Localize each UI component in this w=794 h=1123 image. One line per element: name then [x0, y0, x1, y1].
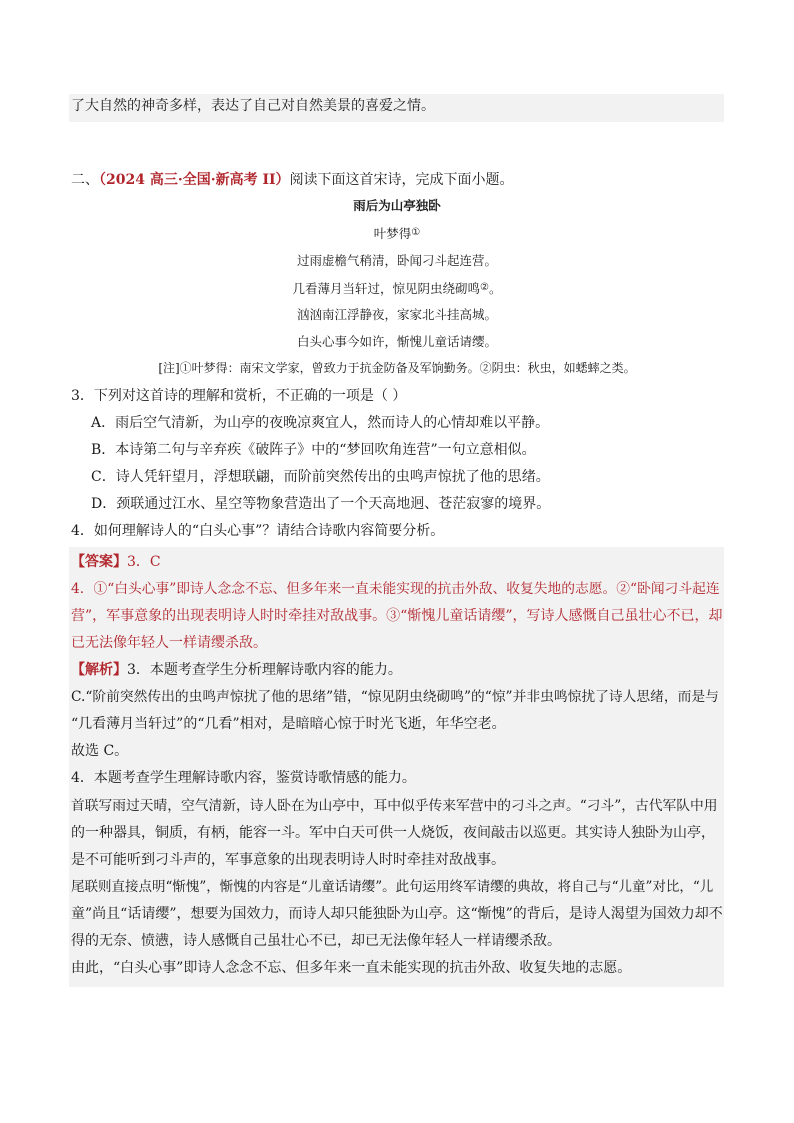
analysis-line: 首联写雨过天晴，空气清新，诗人卧在为山亭中，耳中似乎传来军营中的刁斗之声。“刁斗”，古代军队中用 [71, 798, 718, 814]
poem-author [0, 225, 794, 242]
poem-author-name: 叶梦得 [373, 226, 412, 241]
answer-label: 【答案】 [71, 554, 127, 570]
poem-author-mark: ① [411, 227, 421, 238]
analysis-label: 【解析】 [71, 662, 127, 678]
answer-line: 营”，军事意象的出现表明诗人时时牵挂对敌战事。③“惭愧儿童话请缨”，写诗人感慨自己虽壮心不已，却 [71, 608, 723, 624]
analysis-line: “几看薄月当轩过”的“几看”相对，是暗暗心惊于时光飞逝，年华空老。 [71, 716, 506, 732]
question-heading [71, 170, 514, 190]
analysis-line: 尾联则直接点明“惭愧”，惭愧的内容是“儿童话请缨”。此句运用终军请缨的典故，将自己与“儿童”对比，“儿 [71, 879, 714, 895]
poem-line: 过雨虚檐气稍清，卧闻刁斗起连营。 [296, 253, 497, 268]
option-a: A．雨后空气清新，为山亭的夜晚凉爽宜人，然而诗人的心情却难以平静。 [91, 415, 550, 431]
poem-line-mark: ② [480, 282, 489, 293]
poem-line: 汹汹南江浮静夜，家家北斗挂高城。 [296, 307, 497, 322]
analysis-line: 4．本题考查学生理解诗歌内容，鉴赏诗歌情感的能力。 [71, 770, 416, 786]
question-instruction: 阅读下面这首宋诗，完成下面小题。 [289, 172, 514, 188]
analysis-line: 童”尚且“话请缨”，想要为国效力，而诗人却只能独卧为山亭。这“惭愧”的背后，是诗人渴望为国效力却不 [71, 906, 723, 922]
question-source: （2024 高三·全国·新高考 II） [99, 172, 290, 188]
question-3-stem: 3．下列对这首诗的理解和赏析，不正确的一项是（ ） [71, 388, 407, 404]
analysis-line: 的一种器具，铜质，有柄，能容一斗。军中白天可供一人烧饭，夜间敲击以巡更。其实诗人独卧为山亭， [71, 825, 715, 841]
analysis-label-line [71, 660, 402, 680]
analysis-line: 得的无奈、愤懑，诗人感慨自己虽壮心不已，却已无法像年轻人一样请缨杀敌。 [71, 933, 561, 949]
poem-line-text: 几看薄月当轩过，惊见阴虫绕砌鸣 [292, 281, 481, 296]
analysis-line: 由此，“白头心事”即诗人念念不忘、但多年来一直未能实现的抗击外敌、收复失地的志愿。 [71, 960, 632, 976]
poem-line: 白头心事今如许，惭愧儿童话请缨。 [296, 334, 497, 349]
answer-line: 已无法像年轻人一样请缨杀敌。 [71, 635, 267, 651]
previous-answer-tail: 了大自然的神奇多样，表达了自己对自然美景的喜爱之情。 [71, 98, 435, 114]
question-number: 二、 [71, 172, 99, 188]
analysis-first: 3．本题考查学生分析理解诗歌内容的能力。 [127, 662, 402, 678]
poem-line-end: 。 [488, 281, 502, 296]
poem-note: [注]①叶梦得：南宋文学家，曾致力于抗金防备及军饷勤务。②阴虫：秋虫，如蟋蟀之类。 [158, 361, 636, 375]
option-b: B．本诗第二句与辛弃疾《破阵子》中的“梦回吹角连营”一句立意相似。 [91, 442, 536, 458]
answer-label-line [71, 552, 161, 572]
option-c: C．诗人凭轩望月，浮想联翩，而阶前突然传出的虫鸣声惊扰了他的思绪。 [91, 469, 550, 485]
option-d: D．颈联通过江水、星空等物象营造出了一个天高地迥、苍茫寂寥的境界。 [91, 496, 551, 512]
answer-line: 4．①“白头心事”即诗人念念不忘、但多年来一直未能实现的抗击外敌、收复失地的志愿。②“卧闻刁斗起连 [71, 581, 720, 597]
question-4-stem: 4．如何理解诗人的“白头心事”？请结合诗歌内容简要分析。 [71, 523, 445, 539]
poem-title: 雨后为山亭独卧 [353, 198, 441, 213]
analysis-line: 故选 C。 [71, 743, 129, 759]
poem-line [0, 280, 794, 297]
analysis-line: 是不可能听到刁斗声的，军事意象的出现表明诗人时时牵挂对敌战事。 [71, 852, 505, 868]
answer-q3: 3．C [127, 554, 161, 570]
analysis-line: C.“阶前突然传出的虫鸣声惊扰了他的思绪”错，“惊见阴虫绕砌鸣”的“惊”并非虫鸣惊扰了诗人思绪，而是与 [71, 689, 719, 705]
